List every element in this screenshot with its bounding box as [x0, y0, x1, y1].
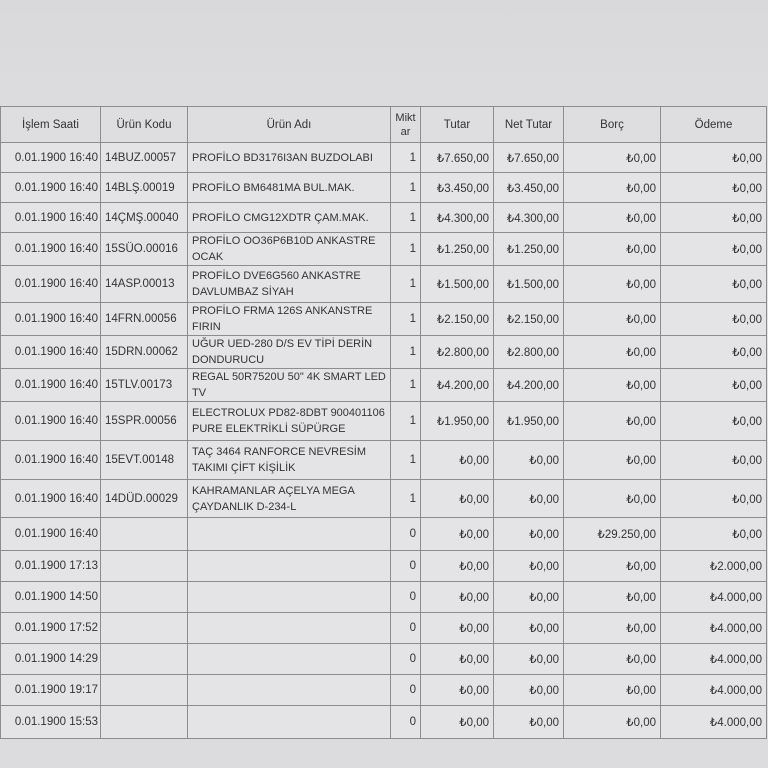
- cell-tutar: ₺1.250,00: [421, 233, 494, 266]
- cell-odeme: ₺0,00: [661, 369, 767, 402]
- cell-borc: ₺0,00: [564, 441, 661, 480]
- cell-code: 15TLV.00173: [101, 369, 188, 402]
- cell-name: [188, 706, 391, 739]
- cell-qty: 1: [391, 480, 421, 518]
- cell-name: UĞUR UED-280 D/S EV TİPİ DERİN DONDURUCU: [188, 336, 391, 369]
- cell-name: PROFİLO DVE6G560 ANKASTRE DAVLUMBAZ SİYAH: [188, 266, 391, 303]
- cell-borc: ₺0,00: [564, 266, 661, 303]
- cell-tutar: ₺0,00: [421, 480, 494, 518]
- cell-tutar: ₺0,00: [421, 706, 494, 739]
- cell-odeme: ₺0,00: [661, 143, 767, 173]
- table-row: [1, 518, 767, 551]
- cell-tutar: ₺0,00: [421, 441, 494, 480]
- cell-borc: ₺0,00: [564, 369, 661, 402]
- cell-qty: 1: [391, 203, 421, 233]
- cell-qty: 1: [391, 143, 421, 173]
- cell-odeme: ₺4.000,00: [661, 706, 767, 739]
- cell-code: 14DÜD.00029: [101, 480, 188, 518]
- cell-time: 0.01.1900 17:52: [1, 613, 101, 644]
- cell-time: 0.01.1900 16:40: [1, 203, 101, 233]
- table-row: [1, 233, 767, 266]
- cell-name: [188, 551, 391, 582]
- cell-name: ELECTROLUX PD82-8DBT 900401106 PURE ELEKTRİKLİ SÜPÜRGE: [188, 402, 391, 441]
- cell-name: [188, 582, 391, 613]
- cell-qty: 1: [391, 173, 421, 203]
- header-urun-adi: Ürün Adı: [188, 107, 391, 143]
- cell-qty: 0: [391, 675, 421, 706]
- cell-time: 0.01.1900 16:40: [1, 173, 101, 203]
- cell-code: [101, 613, 188, 644]
- cell-time: 0.01.1900 16:40: [1, 266, 101, 303]
- cell-time: 0.01.1900 19:17: [1, 675, 101, 706]
- table-row: [1, 173, 767, 203]
- cell-odeme: ₺0,00: [661, 441, 767, 480]
- cell-name: [188, 518, 391, 551]
- cell-name: REGAL 50R7520U 50" 4K SMART LED TV: [188, 369, 391, 402]
- cell-qty: 1: [391, 266, 421, 303]
- cell-borc: ₺0,00: [564, 644, 661, 675]
- table-row: [1, 613, 767, 644]
- cell-odeme: ₺4.000,00: [661, 675, 767, 706]
- cell-borc: ₺0,00: [564, 173, 661, 203]
- cell-time: 0.01.1900 16:40: [1, 518, 101, 551]
- cell-odeme: ₺0,00: [661, 233, 767, 266]
- cell-qty: 1: [391, 336, 421, 369]
- cell-tutar: ₺4.200,00: [421, 369, 494, 402]
- cell-qty: 1: [391, 402, 421, 441]
- table-row: [1, 369, 767, 402]
- header-miktar: Mikt ar: [391, 107, 421, 143]
- cell-time: 0.01.1900 16:40: [1, 336, 101, 369]
- cell-qty: 0: [391, 613, 421, 644]
- cell-code: [101, 582, 188, 613]
- cell-net: ₺3.450,00: [494, 173, 564, 203]
- cell-odeme: ₺0,00: [661, 402, 767, 441]
- printed-sheet: [0, 106, 766, 739]
- table-row: [1, 143, 767, 173]
- cell-name: [188, 613, 391, 644]
- cell-code: 15EVT.00148: [101, 441, 188, 480]
- header-row: [1, 107, 767, 143]
- cell-tutar: ₺0,00: [421, 582, 494, 613]
- cell-odeme: ₺0,00: [661, 173, 767, 203]
- header-odeme: Ödeme: [661, 107, 767, 143]
- table-row: [1, 303, 767, 336]
- cell-tutar: ₺0,00: [421, 551, 494, 582]
- cell-borc: ₺0,00: [564, 336, 661, 369]
- cell-net: ₺2.150,00: [494, 303, 564, 336]
- cell-name: [188, 644, 391, 675]
- cell-tutar: ₺0,00: [421, 644, 494, 675]
- header-urun-kodu: Ürün Kodu: [101, 107, 188, 143]
- cell-borc: ₺0,00: [564, 675, 661, 706]
- cell-odeme: ₺0,00: [661, 266, 767, 303]
- cell-qty: 0: [391, 582, 421, 613]
- cell-odeme: ₺0,00: [661, 518, 767, 551]
- cell-borc: ₺29.250,00: [564, 518, 661, 551]
- cell-borc: ₺0,00: [564, 203, 661, 233]
- cell-net: ₺0,00: [494, 551, 564, 582]
- cell-net: ₺4.200,00: [494, 369, 564, 402]
- cell-code: 15SÜO.00016: [101, 233, 188, 266]
- cell-net: ₺0,00: [494, 675, 564, 706]
- table-row: [1, 402, 767, 441]
- cell-net: ₺0,00: [494, 582, 564, 613]
- cell-qty: 1: [391, 303, 421, 336]
- cell-name: PROFİLO BM6481MA BUL.MAK.: [188, 173, 391, 203]
- cell-time: 0.01.1900 16:40: [1, 402, 101, 441]
- table-row: [1, 706, 767, 739]
- table-row: [1, 336, 767, 369]
- table-row: [1, 582, 767, 613]
- cell-qty: 0: [391, 551, 421, 582]
- cell-net: ₺0,00: [494, 441, 564, 480]
- cell-code: 14ÇMŞ.00040: [101, 203, 188, 233]
- cell-time: 0.01.1900 16:40: [1, 441, 101, 480]
- table-row: [1, 480, 767, 518]
- header-islem-saati: İşlem Saati: [1, 107, 101, 143]
- cell-net: ₺4.300,00: [494, 203, 564, 233]
- cell-code: 14FRN.00056: [101, 303, 188, 336]
- cell-borc: ₺0,00: [564, 582, 661, 613]
- table-row: [1, 675, 767, 706]
- cell-code: [101, 551, 188, 582]
- cell-net: ₺7.650,00: [494, 143, 564, 173]
- cell-code: [101, 675, 188, 706]
- cell-net: ₺0,00: [494, 706, 564, 739]
- cell-tutar: ₺3.450,00: [421, 173, 494, 203]
- cell-odeme: ₺0,00: [661, 480, 767, 518]
- cell-borc: ₺0,00: [564, 613, 661, 644]
- cell-time: 0.01.1900 16:40: [1, 143, 101, 173]
- cell-code: [101, 644, 188, 675]
- header-net-tutar: Net Tutar: [494, 107, 564, 143]
- table-row: [1, 441, 767, 480]
- cell-time: 0.01.1900 16:40: [1, 233, 101, 266]
- cell-qty: 0: [391, 644, 421, 675]
- cell-qty: 0: [391, 706, 421, 739]
- table-row: [1, 551, 767, 582]
- cell-qty: 1: [391, 233, 421, 266]
- cell-borc: ₺0,00: [564, 551, 661, 582]
- cell-name: TAÇ 3464 RANFORCE NEVRESİM TAKIMI ÇİFT KİŞİLİK: [188, 441, 391, 480]
- cell-odeme: ₺4.000,00: [661, 644, 767, 675]
- table-row: [1, 203, 767, 233]
- cell-borc: ₺0,00: [564, 143, 661, 173]
- cell-qty: 0: [391, 518, 421, 551]
- cell-code: [101, 706, 188, 739]
- cell-tutar: ₺2.150,00: [421, 303, 494, 336]
- cell-time: 0.01.1900 14:29: [1, 644, 101, 675]
- cell-name: PROFİLO BD3176I3AN BUZDOLABI: [188, 143, 391, 173]
- cell-name: PROFİLO CMG12XDTR ÇAM.MAK.: [188, 203, 391, 233]
- cell-name: PROFİLO OO36P6B10D ANKASTRE OCAK: [188, 233, 391, 266]
- header-borc: Borç: [564, 107, 661, 143]
- cell-odeme: ₺4.000,00: [661, 613, 767, 644]
- cell-tutar: ₺1.950,00: [421, 402, 494, 441]
- cell-qty: 1: [391, 441, 421, 480]
- cell-borc: ₺0,00: [564, 402, 661, 441]
- cell-net: ₺0,00: [494, 480, 564, 518]
- cell-name: [188, 675, 391, 706]
- transactions-table: [0, 106, 767, 739]
- cell-odeme: ₺2.000,00: [661, 551, 767, 582]
- cell-code: 15DRN.00062: [101, 336, 188, 369]
- cell-code: 14BLŞ.00019: [101, 173, 188, 203]
- cell-name: KAHRAMANLAR AÇELYA MEGA ÇAYDANLIK D-234-L: [188, 480, 391, 518]
- cell-name: PROFİLO FRMA 126S ANKANSTRE FIRIN: [188, 303, 391, 336]
- cell-tutar: ₺1.500,00: [421, 266, 494, 303]
- cell-code: 14BUZ.00057: [101, 143, 188, 173]
- table-body: [1, 143, 767, 739]
- cell-net: ₺0,00: [494, 613, 564, 644]
- cell-net: ₺1.500,00: [494, 266, 564, 303]
- cell-net: ₺1.950,00: [494, 402, 564, 441]
- cell-qty: 1: [391, 369, 421, 402]
- cell-tutar: ₺7.650,00: [421, 143, 494, 173]
- cell-time: 0.01.1900 16:40: [1, 369, 101, 402]
- table-row: [1, 266, 767, 303]
- cell-time: 0.01.1900 14:50: [1, 582, 101, 613]
- cell-tutar: ₺4.300,00: [421, 203, 494, 233]
- cell-time: 0.01.1900 15:53: [1, 706, 101, 739]
- cell-time: 0.01.1900 16:40: [1, 303, 101, 336]
- cell-tutar: ₺0,00: [421, 675, 494, 706]
- cell-net: ₺0,00: [494, 518, 564, 551]
- cell-tutar: ₺0,00: [421, 518, 494, 551]
- cell-code: 15SPR.00056: [101, 402, 188, 441]
- cell-net: ₺1.250,00: [494, 233, 564, 266]
- cell-tutar: ₺2.800,00: [421, 336, 494, 369]
- cell-time: 0.01.1900 17:13: [1, 551, 101, 582]
- cell-odeme: ₺0,00: [661, 203, 767, 233]
- cell-odeme: ₺0,00: [661, 303, 767, 336]
- cell-odeme: ₺4.000,00: [661, 582, 767, 613]
- cell-borc: ₺0,00: [564, 480, 661, 518]
- cell-odeme: ₺0,00: [661, 336, 767, 369]
- cell-borc: ₺0,00: [564, 706, 661, 739]
- header-tutar: Tutar: [421, 107, 494, 143]
- cell-borc: ₺0,00: [564, 303, 661, 336]
- cell-code: [101, 518, 188, 551]
- cell-tutar: ₺0,00: [421, 613, 494, 644]
- table-row: [1, 644, 767, 675]
- cell-net: ₺0,00: [494, 644, 564, 675]
- cell-net: ₺2.800,00: [494, 336, 564, 369]
- cell-time: 0.01.1900 16:40: [1, 480, 101, 518]
- cell-borc: ₺0,00: [564, 233, 661, 266]
- cell-code: 14ASP.00013: [101, 266, 188, 303]
